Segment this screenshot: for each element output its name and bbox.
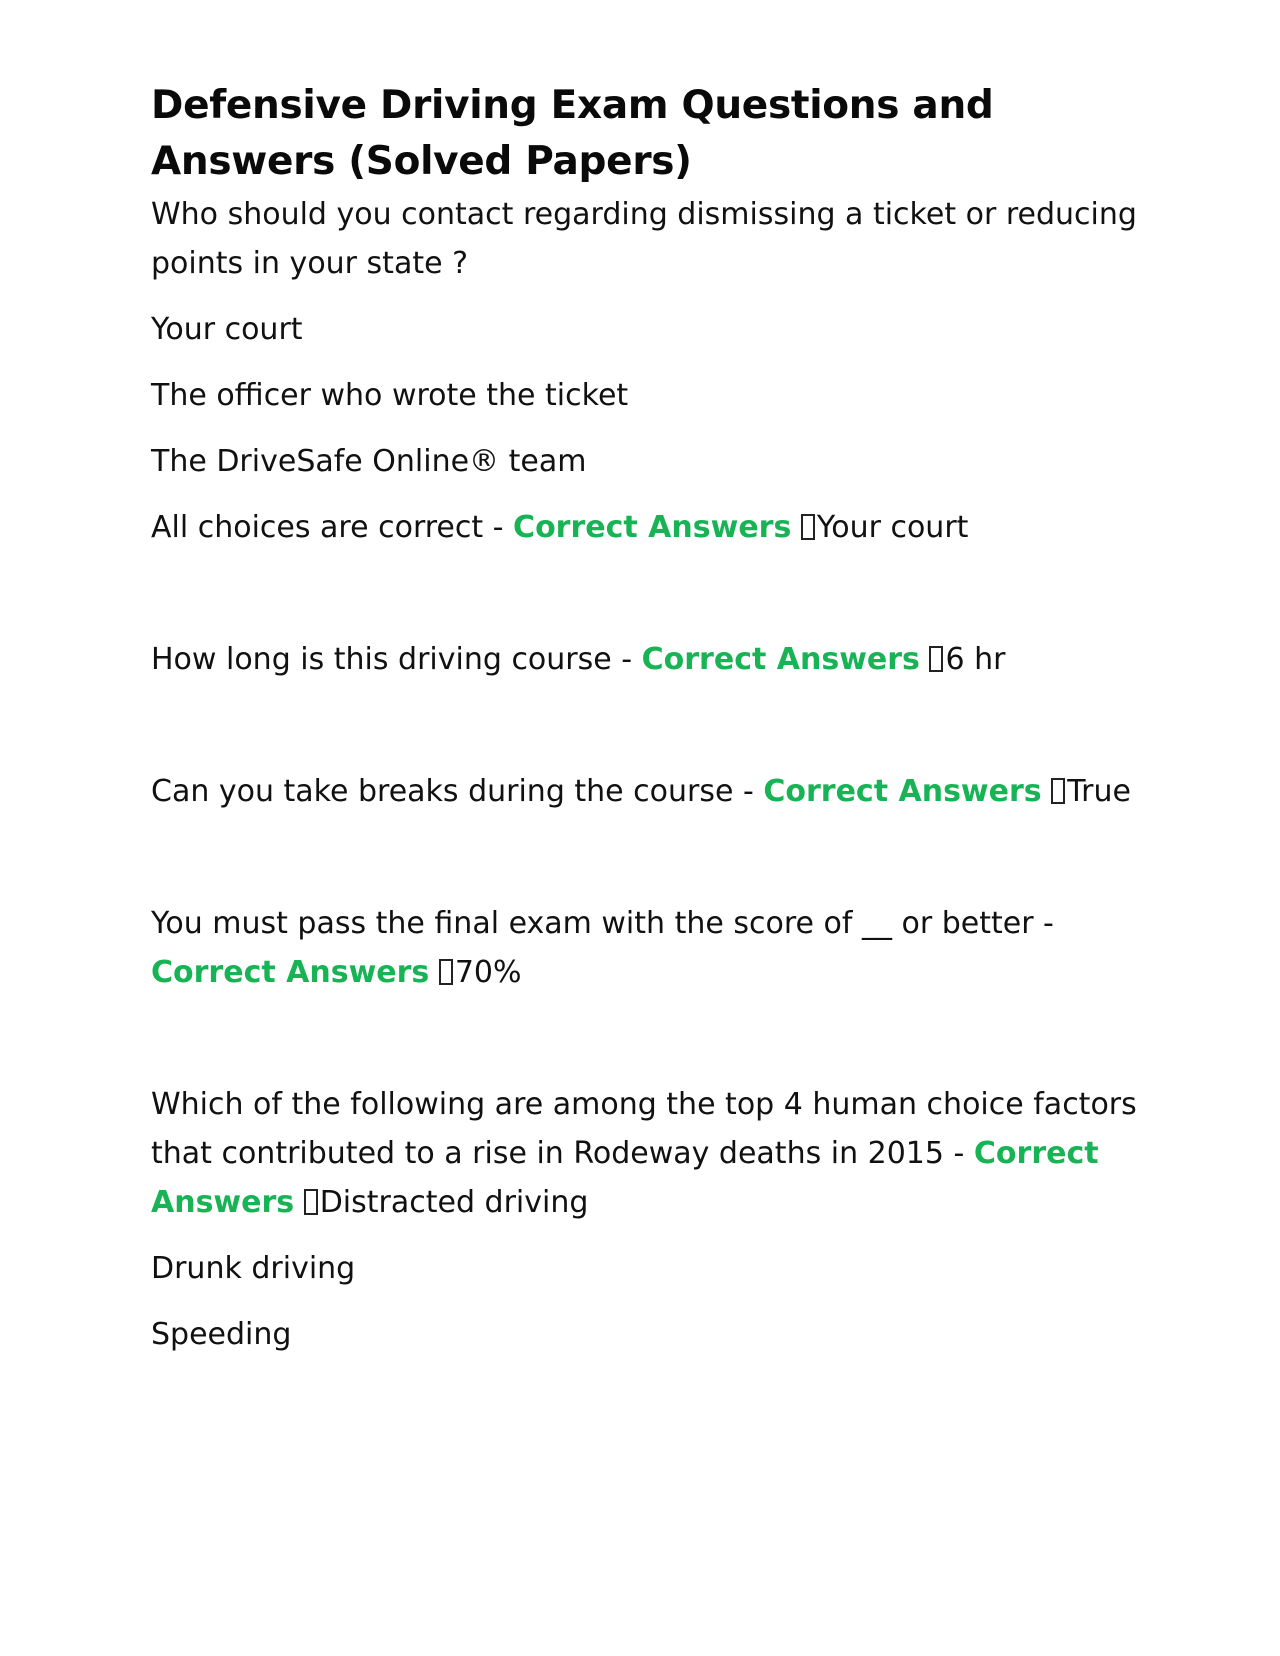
missing-glyph-icon [1051, 778, 1065, 804]
document-page [151, 78, 1141, 1359]
correct-answers-label: Correct Answers [151, 1136, 1099, 1220]
question-3-text: Can you take breaks during the course - [151, 774, 764, 809]
all-choices-text: All choices are correct - [151, 510, 514, 545]
question-1-text: Who should you contact regarding dismissing a ticket or reducing points in your state ? [151, 197, 1137, 281]
question-2-line [151, 635, 1141, 684]
question-5-line [151, 1080, 1141, 1227]
question-4-line [151, 899, 1141, 997]
option-3-drivesafe: The DriveSafe Online® team [151, 444, 587, 479]
missing-glyph-icon [304, 1189, 318, 1215]
missing-glyph-icon [439, 959, 453, 985]
extra-answer-speeding: Speeding [151, 1317, 292, 1352]
extra-answer-drunk-driving: Drunk driving [151, 1251, 356, 1286]
question-4-text: You must pass the final exam with the score of __ or better - [151, 906, 1054, 941]
question-2-text: How long is this driving course - [151, 642, 642, 677]
missing-glyph-icon [929, 646, 943, 672]
answer-2: 6 hr [945, 642, 1006, 677]
document-title: Defensive Driving Exam Questions and Answers (Solved Papers) [151, 83, 994, 184]
question-3-line [151, 767, 1141, 816]
answer-4: 70% [454, 955, 522, 990]
option-2-officer: The officer who wrote the ticket [151, 378, 629, 413]
answer-3: True [1067, 774, 1131, 809]
correct-answers-label: Correct Answers [641, 642, 920, 677]
correct-answers-label: Correct Answers [513, 510, 792, 545]
correct-answers-label: Correct Answers [151, 955, 430, 990]
correct-answers-label: Correct Answers [763, 774, 1042, 809]
answer-1: Your court [816, 510, 969, 545]
missing-glyph-icon [801, 514, 815, 540]
question-1-answer-line [151, 503, 1141, 552]
question-5-text: Which of the following are among the top 4 human choice factors that contributed to a rise in Rodeway deaths in 2015 - [151, 1087, 1137, 1171]
option-1-your-court: Your court [151, 312, 303, 347]
answer-5: Distracted driving [319, 1185, 589, 1220]
